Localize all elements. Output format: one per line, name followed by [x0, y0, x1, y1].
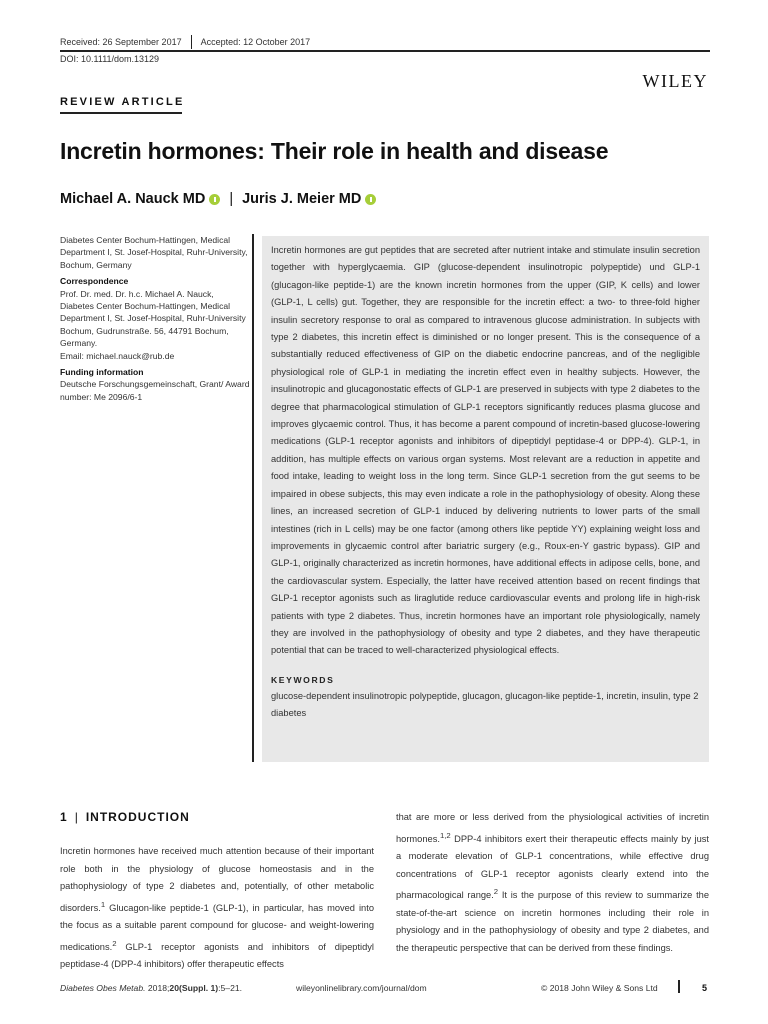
correspondence-email: Email: michael.nauck@rub.de: [60, 350, 175, 361]
correspondence-text: Prof. Dr. med. Dr. h.c. Michael A. Nauck, Diabetes Center Bochum-Hattingen, Medical Department I, St. Josef-Hospital, Ruhr-University Bochum, Gudrunstraße. 56, 44791 Bochum, Germany.: [60, 288, 246, 349]
footer-divider: [678, 980, 680, 993]
funding-heading: Funding information: [60, 367, 144, 378]
footer-copyright: © 2018 John Wiley & Sons Ltd: [541, 983, 658, 993]
body-text: GLP-1 receptor agonists and inhibitors of dipeptidyl peptidase-4 (DPP-4 inhibitors) offer therapeutic effects: [60, 941, 374, 970]
body-text: that are more or less derived from the physiological activities of incretin hormones.: [396, 812, 709, 844]
keywords-heading: KEYWORDS: [271, 674, 335, 685]
date-divider: [191, 35, 192, 49]
abstract-box: [262, 236, 709, 762]
article-type: REVIEW ARTICLE: [60, 96, 185, 108]
section-title: INTRODUCTION: [85, 810, 190, 824]
affiliation: Diabetes Center Bochum-Hattingen, Medical Department I, St. Josef-Hospital, Ruhr-University, Bochum, Germany: [60, 235, 248, 270]
accepted-date: Accepted: 12 October 2017: [200, 37, 311, 47]
author-name: Michael A. Nauck MD: [60, 191, 206, 207]
header-rule: [60, 50, 710, 52]
abstract-text: Incretin hormones are gut peptides that are secreted after nutrient intake and stimulate insulin secretion together with hyperglycaemia. GIP (glucose-dependent insulinotropic polypeptide) und GLP-1 (glucagon-like peptide-1) are the known incretin hormones from the upper (GIP, K cells) and lower (GLP-1, L cells) gut. Together, they are responsible for the incretin effect: a two- to three-fold higher insulin secretory response to oral as compared to intravenous glucose administration. In subjects with type 2 diabetes, this incretin effect is diminished or no longer present. This is the consequence of a substantially reduced effectiveness of GIP on the diabetic endocrine pancreas, and of the negligible physiological role of GLP-1 in mediating the incretin effect even in healthy subjects. However, the insulinotropic and glucagonostatic effects of GLP-1 are preserved in subjects with type 2 diabetes to the degree that pharmacological stimulation of GLP-1 receptors significantly reduces plasma glucose and improves glycaemic control. Thus, it has become a parent compound of incretin-based glucose-lowering medications (GLP-1 receptor agonists and inhibitors of dipeptidyl peptidase-4 or DPP-4). GLP-1, in addition, has multiple effects on various organ systems. Most relevant are a reduction in appetite and food intake, leading to weight loss in the long term. Since GLP-1 secretion from the gut seems to be impaired in obese subjects, this may even indicate a role in the pathophysiology of obesity. Along these lines, an increased secretion of GLP-1 induced by delivering nutrients to lower parts of the small intestines (rich in L cells) may be one factor (among others like peptide YY) explaining weight loss and improvements in glycaemic control after bariatric surgery (e.g., Roux-en-Y gastric bypass). GIP and GLP-1, originally characterized as incretin hormones, have additional effects in adipose cells, bone, and the cardiovascular system. Especially, the latter have received attention based on recent findings that GLP-1 receptor agonists such as liraglutide reduce cardiovascular events and prolong life in high-risk patients with type 2 diabetes. Thus, incretin hormones have an important role physiologically, namely they are involved in the pathophysiology of obesity and type 2 diabetes, and they have therapeutic potential that can be traced to well-characterized physiological effects.: [271, 245, 700, 656]
body-text: Glucagon-like peptide-1 (GLP-1), in particular, has moved into the focus as a suitable parent compound for glucose- and weight-lowering medications.: [60, 902, 374, 952]
keywords-text: glucose-dependent insulinotropic polypeptide, glucagon, glucagon-like peptide-1, incretin, insulin, type 2 diabetes: [271, 690, 699, 719]
body-text: Incretin hormones have received much attention because of their important role both in the physiology of glucose homeostasis and in the pathophysiology of type 2 diabetes and, potentially, of other metabolic disorders.: [60, 846, 374, 913]
sidebar-divider: [252, 234, 254, 762]
sidebar-info: [60, 234, 250, 403]
author-separator: |: [229, 191, 234, 207]
article-type-underline: [60, 112, 182, 114]
orcid-icon[interactable]: [209, 194, 220, 205]
section-bar: |: [74, 810, 79, 824]
body-column-right: [396, 809, 709, 957]
body-text: DPP-4 inhibitors exert their therapeutic effects mainly by just a moderate elevation of GLP-1 concentrations, while effective drug concentrations of GLP-1 receptor agonists clearly extend into the pharmacological range.: [396, 833, 709, 901]
body-column-left: [60, 843, 374, 974]
footer-pages: :5–21.: [218, 983, 243, 993]
footer-url[interactable]: wileyonlinelibrary.com/journal/dom: [296, 983, 427, 993]
section-number: 1: [60, 810, 68, 824]
doi: DOI: 10.1111/dom.13129: [60, 54, 160, 64]
author-line: [60, 191, 376, 207]
footer-citation: [60, 983, 242, 993]
citation[interactable]: 1: [100, 899, 106, 909]
section-heading: [60, 810, 190, 824]
body-text: It is the purpose of this review to summarize the state-of-the-art science on incretin hormones including their role in physiology and in the pathophysiology of obesity and type 2 diabetes, and the therapeutic perspective that can be derived from these findings.: [396, 890, 709, 953]
received-date: Received: 26 September 2017: [60, 37, 182, 47]
footer-year: 2018;: [145, 983, 170, 993]
article-dates: [60, 37, 310, 51]
correspondence-heading: Correspondence: [60, 276, 129, 287]
footer-journal: Diabetes Obes Metab.: [60, 983, 146, 993]
citation[interactable]: 1,2: [439, 830, 451, 840]
article-title: Incretin hormones: Their role in health and disease: [60, 138, 609, 164]
page-number: 5: [702, 983, 708, 993]
footer-volume: 20(Suppl. 1): [169, 983, 219, 993]
publisher-logo: WILEY: [642, 71, 708, 91]
orcid-icon[interactable]: [365, 194, 376, 205]
citation[interactable]: 2: [112, 938, 117, 948]
author-name: Juris J. Meier MD: [242, 191, 362, 207]
funding-text: Deutsche Forschungsgemeinschaft, Grant/ Award number: Me 2096/6-1: [60, 379, 250, 402]
citation[interactable]: 2: [493, 887, 499, 897]
